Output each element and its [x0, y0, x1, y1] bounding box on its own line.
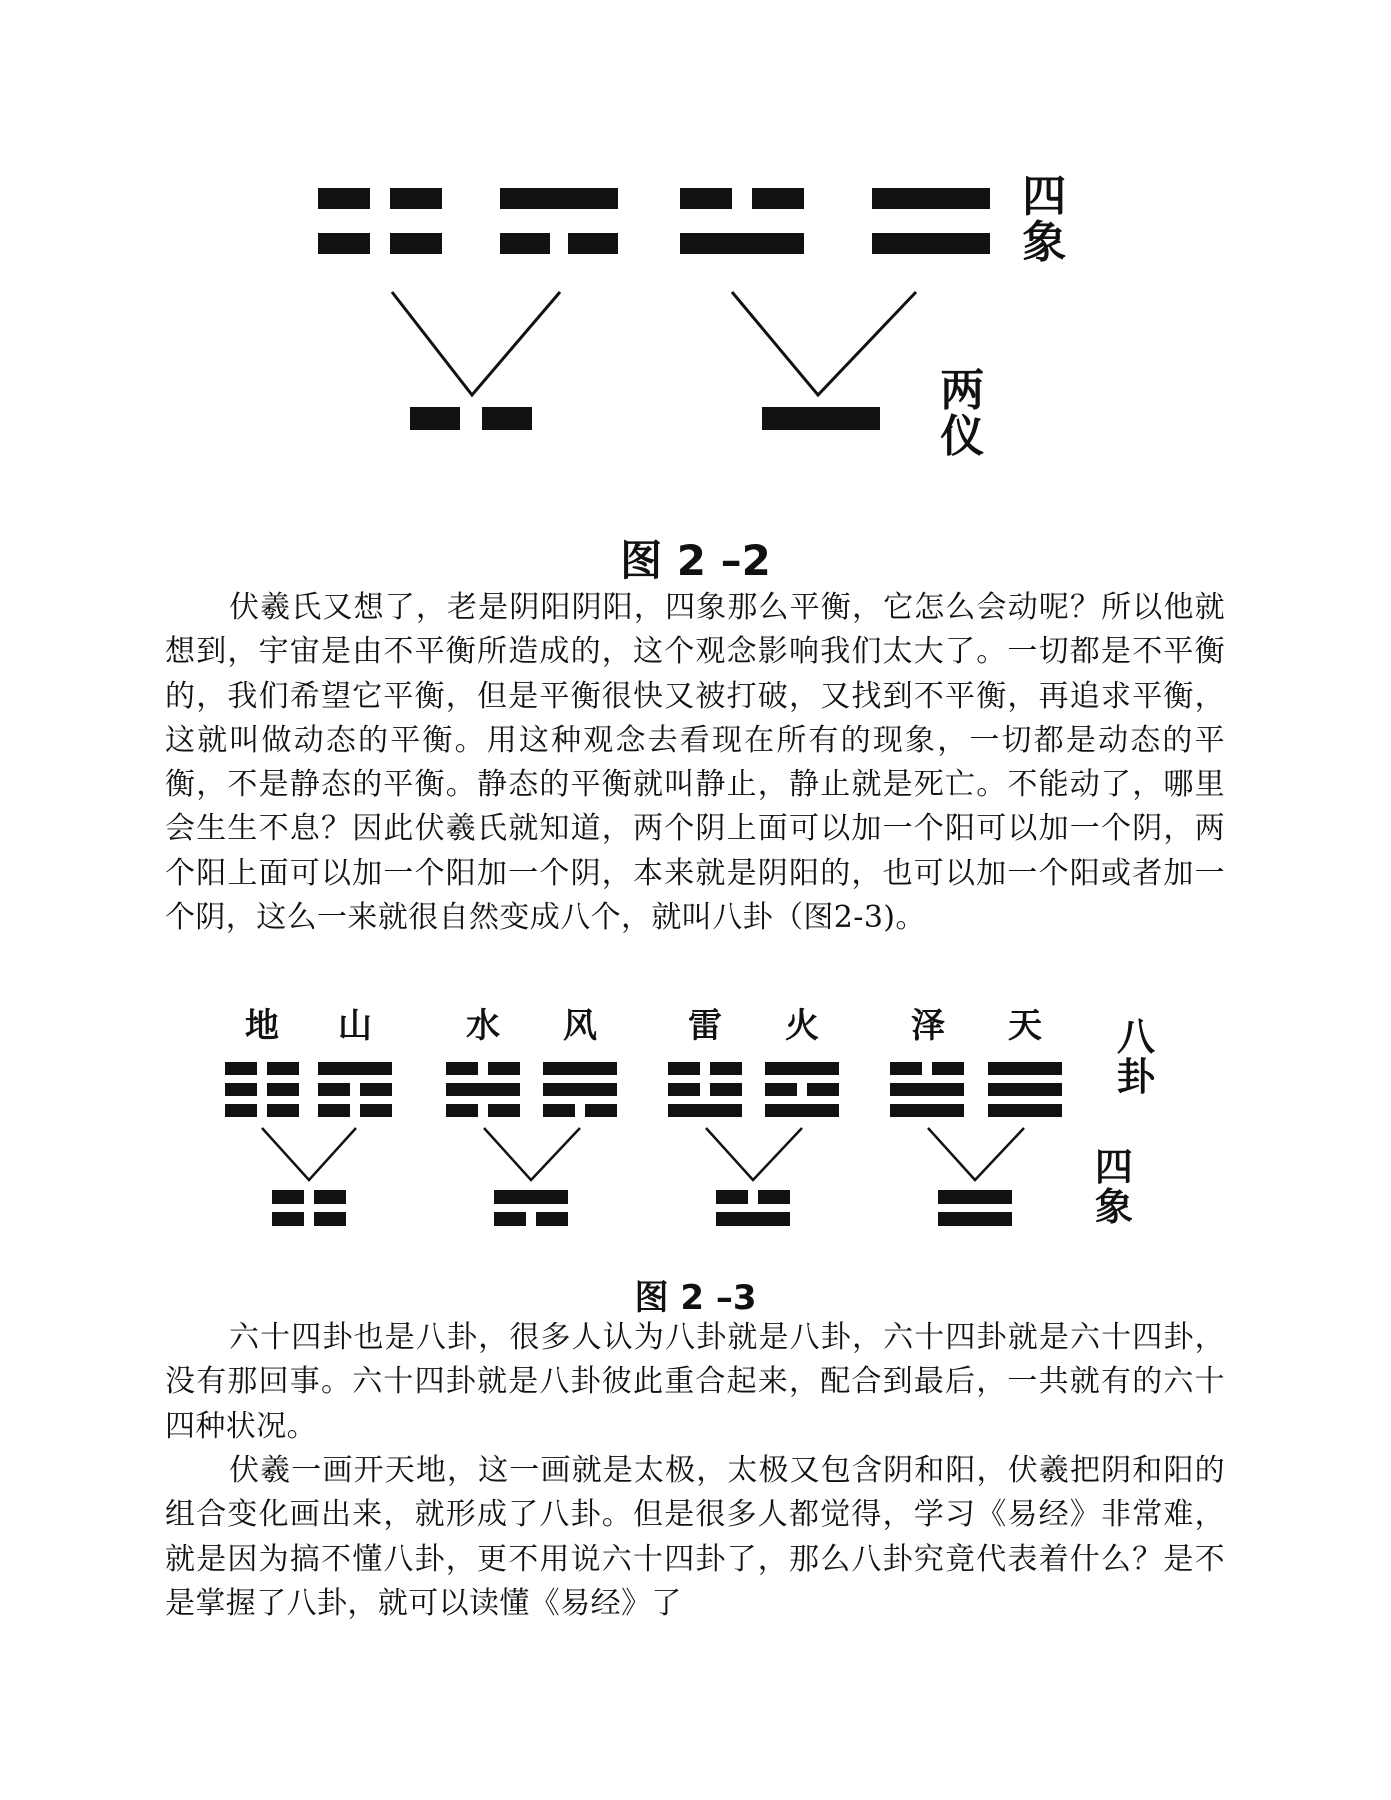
label-sixiang-2: 四象 — [1094, 1145, 1133, 1229]
branch-thunder-fire — [706, 1128, 802, 1180]
branch-earth-mountain — [262, 1128, 356, 1180]
paragraph-3: 伏羲一画开天地，这一画就是太极，太极又包含阴和阳，伏羲把阴和阳的组合变化画出来，就形成了八卦。但是很多人都觉得，学习《易经》非常难，就是因为搞不懂八卦，更不用说六十四卦了，那么八卦究竟代表着什么？是不是掌握了八卦，就可以读懂《易经》了 — [165, 1453, 1225, 1621]
trigram-lake — [890, 1062, 964, 1117]
figure-2-2-caption: 图 2 –2 — [620, 536, 771, 585]
trigram-earth — [225, 1062, 299, 1117]
trigram-name-heaven: 天 — [1008, 1006, 1042, 1046]
branch-lake-heaven — [928, 1128, 1024, 1180]
paragraph-2: 六十四卦也是八卦，很多人认为八卦就是八卦，六十四卦就是六十四卦，没有那回事。六十四卦就是八卦彼此重合起来，配合到最后，一共就有的六十四种状况。 — [165, 1320, 1225, 1444]
sixiang-young-yang — [494, 1190, 568, 1226]
trigram-water — [446, 1062, 520, 1117]
sixiang-old-yin — [272, 1190, 346, 1226]
label-sixiang: 四象 — [1022, 171, 1067, 269]
label-liangyi: 两仪 — [940, 365, 985, 463]
trigram-heaven — [988, 1062, 1062, 1117]
trigram-name-mountain: 山 — [338, 1006, 372, 1046]
trigram-fire — [765, 1062, 839, 1117]
label-bagua: 八卦 — [1116, 1015, 1155, 1099]
sixiang-old-yang — [938, 1190, 1012, 1226]
trigram-wind — [543, 1062, 617, 1117]
trigram-name-wind: 风 — [563, 1006, 597, 1046]
trigram-name-lake: 泽 — [911, 1006, 945, 1046]
branch-water-wind — [484, 1128, 580, 1180]
trigram-thunder — [668, 1062, 742, 1117]
trigram-mountain — [318, 1062, 392, 1117]
trigram-name-water: 水 — [466, 1006, 500, 1046]
trigram-name-fire: 火 — [785, 1006, 819, 1046]
trigram-name-thunder: 雷 — [688, 1006, 722, 1046]
sixiang-young-yin — [716, 1190, 790, 1226]
trigram-name-earth: 地 — [245, 1006, 279, 1046]
paragraph-1: 伏羲氏又想了，老是阴阳阴阳，四象那么平衡，它怎么会动呢？所以他就想到，宇宙是由不平衡所造成的，这个观念影响我们太大了。一切都是不平衡的，我们希望它平衡，但是平衡很快又被打破，又找到不平衡，再追求平衡，这就叫做动态的平衡。用这种观念去看现在所有的现象，一切都是动态的平衡，不是静态的平衡。静态的平衡就叫静止，静止就是死亡。不能动了，哪里会生生不息？因此伏羲氏就知道，两个阴上面可以加一个阳可以加一个阴，两个阳上面可以加一个阳加一个阴，本来就是阴阳的，也可以加一个阳或者加一个阴，这么一来就很自然变成八个，就叫八卦（图2-3)。 — [165, 590, 1225, 936]
figure-2-3-caption: 图 2 –3 — [634, 1278, 757, 1318]
